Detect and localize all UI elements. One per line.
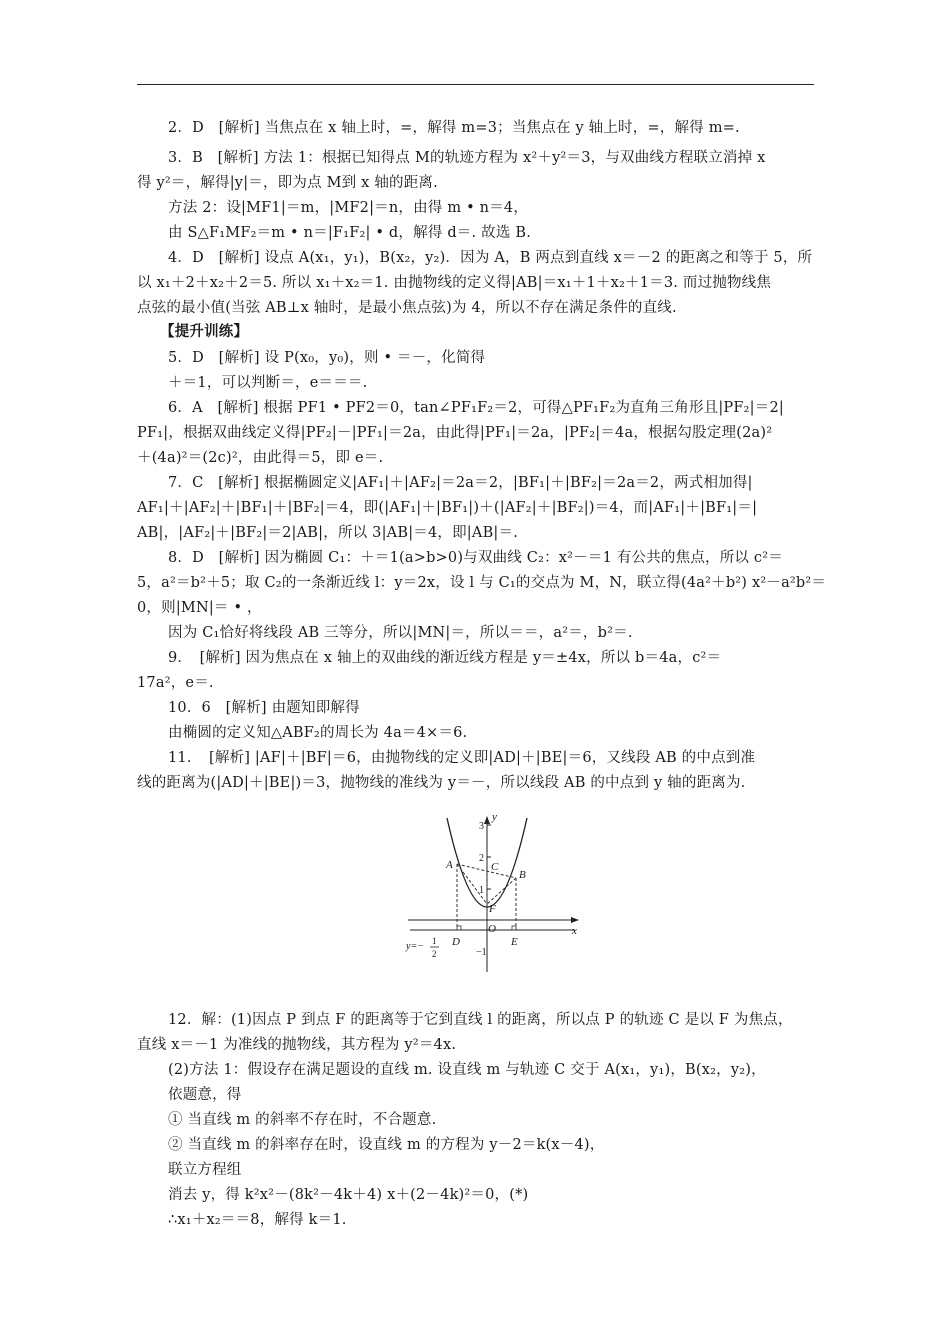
text-line: 联立方程组 <box>168 1162 242 1178</box>
segment-bf <box>487 878 516 904</box>
text-line: 8．D [解析] 因为椭圆 C₁：＋＝1(a>b>0)与双曲线 C₂：x²－＝1 有公共的焦点，所以 c²＝ <box>168 550 783 566</box>
parabola-figure <box>400 812 585 977</box>
text-line: 由椭圆的定义知△ABF₂的周长为 4a＝4×＝6. <box>168 725 468 741</box>
text-line: 3．B [解析] 方法 1：根据已知得点 M的轨迹方程为 x²＋y²＝3，与双曲线方程联立消掉 x <box>168 150 766 166</box>
text-line: 依题意，得 <box>168 1087 242 1103</box>
label-f: F <box>489 903 496 915</box>
text-line: ② 当直线 m 的斜率存在时，设直线 m 的方程为 y－2＝k(x－4)， <box>168 1137 605 1153</box>
text-line: 9． [解析] 因为焦点在 x 轴上的双曲线的渐近线方程是 y＝±4x，所以 b＝4a，c²＝ <box>168 650 722 666</box>
text-line: 因为 C₁恰好将线段 AB 三等分，所以|MN|＝，所以＝＝，a²＝，b²＝. <box>168 625 633 641</box>
label-e: E <box>511 936 518 948</box>
label-origin: O <box>488 923 496 935</box>
label-c: C <box>491 861 499 873</box>
label-directrix-den: 2 <box>432 949 437 959</box>
text-line: PF₁|，根据双曲线定义得|PF₂|－|PF₁|＝2a，由此得|PF₁|＝2a，|PF₂|＝4a，根据勾股定理(2a)² <box>137 425 773 441</box>
text-line: 方法 2：设|MF1|＝m，|MF2|＝n，由得 m • n＝4， <box>168 200 529 216</box>
text-line: ∴x₁＋x₂＝＝8，解得 k＝1. <box>168 1212 347 1228</box>
text-line: AB|，|AF₂|＋|BF₂|＝2|AB|，所以 3|AB|＝4，即|AB|＝. <box>137 525 519 541</box>
header-rule <box>137 84 814 85</box>
text-line: 11． [解析] |AF|＋|BF|＝6，由抛物线的定义即|AD|＋|BE|＝6，又线段 AB 的中点到准 <box>168 750 756 766</box>
label-b: B <box>519 869 526 881</box>
text-line: (2)方法 1：假设存在满足题设的直线 m. 设直线 m 与轨迹 C 交于 A(x₁，y₁)，B(x₂，y₂)， <box>168 1062 766 1078</box>
x-axis-arrow <box>571 917 579 923</box>
label-x-axis: x <box>572 925 577 937</box>
text-line: 得 y²＝，解得|y|＝，即为点 M到 x 轴的距离. <box>137 175 438 191</box>
text-line: 7．C [解析] 根据椭圆定义|AF₁|＋|AF₂|＝2a＝2，|BF₁|＋|BF₂|＝2a＝2，两式相加得| <box>168 475 753 491</box>
tick-label-1: 1 <box>479 885 484 896</box>
text-line: 10．6 [解析] 由题知即解得 <box>168 700 360 716</box>
text-line: 17a²，e＝. <box>137 675 214 691</box>
right-angle-e <box>512 926 516 930</box>
text-line: ＋(4a)²＝(2c)²，由此得＝5，即 e＝. <box>137 450 384 466</box>
text-line: 4．D [解析] 设点 A(x₁，y₁)，B(x₂，y₂)．因为 A，B 两点到直线 x＝－2 的距离之和等于 5，所 <box>168 250 813 266</box>
text-line: 消去 y，得 k²x²－(8k²－4k＋4) x＋(2－4k)²＝0，(*) <box>168 1187 529 1203</box>
y-axis-arrow <box>484 816 490 824</box>
text-line: 线的距离为(|AD|＋|BE|)＝3，抛物线的准线为 y＝－，所以线段 AB 的中点到 y 轴的距离为. <box>137 775 746 791</box>
text-line: ① 当直线 m 的斜率不存在时，不合题意. <box>168 1112 437 1128</box>
text-line: 5，a²＝b²＋5；取 C₂的一条渐近线 l：y＝2x，设 l 与 C₁的交点为 M，N，联立得(4a²＋b²) x²－a²b²＝ <box>137 575 827 591</box>
tick-label-minus1: −1 <box>476 947 487 958</box>
label-directrix-num: 1 <box>432 936 437 946</box>
section-heading: 【提升训练】 <box>160 323 249 340</box>
text-line: 12．解：(1)因点 P 到点 F 的距离等于它到直线 l 的距离，所以点 P 的轨迹 C 是以 F 为焦点， <box>168 1012 793 1028</box>
label-d: D <box>452 936 460 948</box>
label-directrix: y=− <box>406 941 424 952</box>
text-line: 2．D [解析] 当焦点在 x 轴上时，=，解得 m=3；当焦点在 y 轴上时，=，解得 m=. <box>168 120 740 136</box>
text-line: 0，则|MN|＝ • ， <box>137 600 262 616</box>
label-y-axis: y <box>492 812 497 823</box>
text-line: ＋＝1，可以判断＝，e＝＝＝. <box>168 375 368 391</box>
text-line: 由 S△F₁MF₂＝m • n＝|F₁F₂| • d，解得 d＝. 故选 B. <box>168 225 531 241</box>
text-line: 直线 x＝－1 为准线的抛物线，其方程为 y²＝4x. <box>137 1037 457 1053</box>
tick-label-3: 3 <box>479 821 484 832</box>
right-angle-d <box>457 926 461 930</box>
text-line: 点弦的最小值(当弦 AB⊥x 轴时，是最小焦点弦)为 4，所以不存在满足条件的直线. <box>137 300 677 316</box>
label-a: A <box>446 859 453 871</box>
text-line: 5．D [解析] 设 P(x₀，y₀)，则 • ＝－，化简得 <box>168 350 486 366</box>
text-line: 6．A [解析] 根据 PF1 • PF2＝0，tan∠PF₁F₂＝2，可得△PF₁F₂为直角三角形且|PF₂|＝2| <box>168 400 784 416</box>
text-line: 以 x₁＋2＋x₂＋2＝5. 所以 x₁＋x₂＝1. 由抛物线的定义得|AB|＝x₁＋1＋x₂＋1＝3. 而过抛物线焦 <box>137 275 772 291</box>
tick-label-2: 2 <box>479 853 484 864</box>
text-line: AF₁|＋|AF₂|＋|BF₁|＋|BF₂|＝4，即(|AF₁|＋|BF₁|)＋(|AF₂|＋|BF₂|)＝4，而|AF₁|＋|BF₁|＝| <box>137 500 758 516</box>
